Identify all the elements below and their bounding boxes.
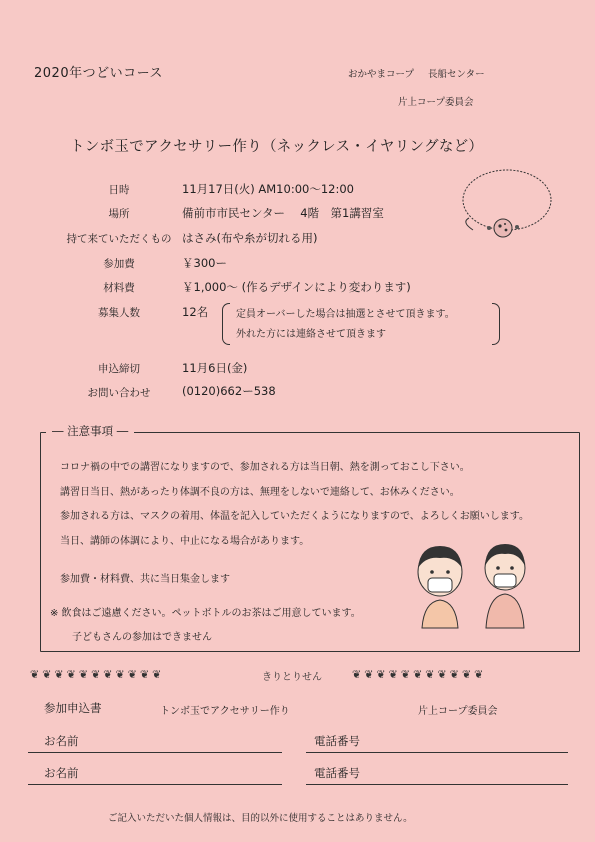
- leaf-border-icon: ❦❦❦❦❦❦❦❦❦❦❦: [30, 668, 165, 681]
- capacity-note: [222, 303, 500, 345]
- name-label-2: お名前: [44, 766, 79, 780]
- material-label: 材料費: [103, 282, 135, 294]
- form-course: トンボ玉でアクセサリー作り: [160, 706, 290, 717]
- center-name: 長船センター: [428, 69, 485, 80]
- material-value: ￥1,000〜 (作るデザインにより変わります): [182, 280, 411, 294]
- date-label: 日時: [108, 184, 130, 196]
- phone-field-1[interactable]: [306, 752, 568, 753]
- note-line-2: 講習日当日、熱があったり体調不良の方は、無理をしないで連絡して、お休みください。: [60, 487, 460, 498]
- notes-title-text: 注意事項: [67, 424, 114, 438]
- course-title: 2020年つどいコース: [34, 66, 163, 81]
- note-line-5: 参加費・材料費、共に当日集金します: [60, 574, 230, 585]
- bracelet-illustration: [455, 160, 560, 250]
- bring-label: 持て来ていただくもの: [66, 233, 172, 245]
- phone-label-2: 電話番号: [314, 766, 360, 780]
- notes-title: ― 注意事項 ―: [46, 423, 134, 439]
- bracket-right: [492, 303, 500, 345]
- note-line-3: 参加される方は、マスクの着用、体温を記入していただくようになりますので、よろしくお願いします。: [60, 511, 529, 522]
- capacity-note-line1: 定員オーバーした場合は抽選とさせて頂きます。: [236, 309, 455, 320]
- bring-value: はさみ(布や糸が切れる用): [182, 231, 318, 245]
- cut-line-text: きりとりせん: [262, 672, 322, 683]
- contact-value: (0120)662ー538: [182, 384, 276, 398]
- leaf-border-icon: ❦❦❦❦❦❦❦❦❦❦❦: [352, 668, 487, 681]
- privacy-footer: ご記入いただいた個人情報は、目的以外に使用することはありません。: [108, 813, 413, 824]
- committee-name: 片上コープ委員会: [398, 97, 474, 108]
- deadline-label: 申込締切: [98, 363, 140, 375]
- bracket-left: [222, 303, 230, 345]
- date-value: 11月17日(火) AM10:00〜12:00: [182, 182, 354, 196]
- event-title: トンボ玉でアクセサリー作り（ネックレス・イヤリングなど）: [70, 139, 484, 155]
- note-line-4: 当日、講師の体調により、中止になる場合があります。: [60, 536, 310, 547]
- capacity-label: 募集人数: [98, 307, 140, 319]
- form-committee: 片上コープ委員会: [418, 706, 498, 717]
- fee-value: ￥300ー: [182, 256, 227, 270]
- name-field-1[interactable]: [28, 752, 282, 753]
- contact-label: お問い合わせ: [87, 387, 151, 399]
- note-line-6: ※ 飲食はご遠慮ください。ペットボトルのお茶はご用意しています。: [50, 608, 361, 619]
- fee-label: 参加費: [103, 258, 135, 270]
- place-value: 備前市市民センター 4階 第1講習室: [182, 206, 384, 220]
- capacity-value: 12名: [182, 305, 209, 319]
- organizer: [348, 66, 485, 80]
- name-field-2[interactable]: [28, 784, 282, 785]
- cut-line: [30, 668, 570, 686]
- phone-field-2[interactable]: [306, 784, 568, 785]
- form-title: 参加申込書: [44, 701, 102, 715]
- note-line-1: コロナ禍の中での講習になりますので、参加される方は当日朝、熱を測っておこし下さい。: [60, 462, 470, 473]
- place-label: 場所: [108, 208, 130, 220]
- masked-people-illustration: [410, 540, 540, 630]
- note-line-7: 子どもさんの参加はできません: [72, 632, 212, 643]
- name-label-1: お名前: [44, 734, 79, 748]
- phone-label-1: 電話番号: [314, 734, 360, 748]
- deadline-value: 11月6日(金): [182, 361, 248, 375]
- org-name: おかやまコープ: [348, 69, 415, 80]
- capacity-note-line2: 外れた方には連絡させて頂きます: [236, 329, 386, 340]
